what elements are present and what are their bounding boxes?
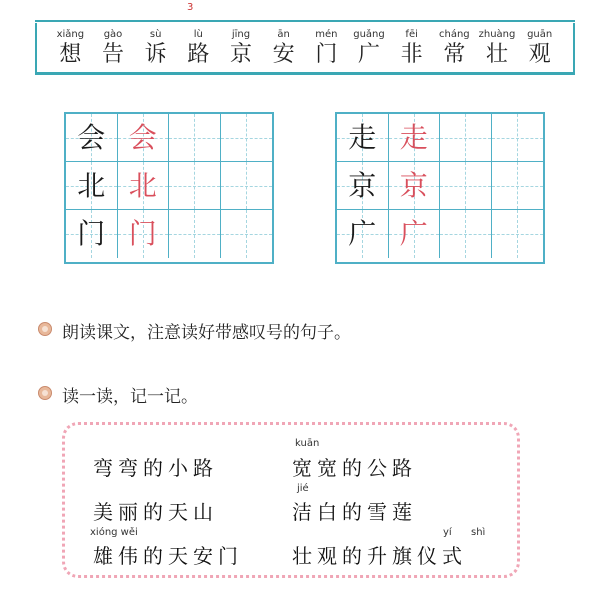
grid-guide xyxy=(246,162,247,209)
phrase-right-3: 壮观的升旗仪式 xyxy=(292,544,467,568)
vocab-item xyxy=(134,28,177,68)
phrase-right-2: 洁白的雪莲 xyxy=(292,500,417,524)
trace-character: 广 xyxy=(399,217,428,250)
vocab-item xyxy=(220,28,263,68)
model-character: 会 xyxy=(77,121,106,154)
trace-character: 会 xyxy=(128,121,157,154)
vocab-pinyin: zhuàng xyxy=(478,29,516,40)
grid-cell xyxy=(169,114,221,162)
grid-cell xyxy=(118,114,170,162)
writing-grid-left xyxy=(64,112,274,264)
trace-character: 走 xyxy=(399,121,428,154)
model-character: 走 xyxy=(348,121,377,154)
vocab-pinyin: ān xyxy=(277,29,290,40)
grid-cell xyxy=(337,210,389,258)
trace-character: 京 xyxy=(399,169,428,202)
vocab-item xyxy=(476,28,519,68)
grid-cell xyxy=(337,162,389,210)
grid-cell xyxy=(440,210,492,258)
trace-character: 北 xyxy=(128,169,157,202)
pinyin-annotation: kuān xyxy=(295,438,320,449)
vocab-pinyin: gào xyxy=(103,29,123,40)
grid-cell xyxy=(389,114,441,162)
bullet-icon xyxy=(38,322,52,336)
phrase-left-1: 弯弯的小路 xyxy=(93,456,218,480)
vocab-item xyxy=(92,28,135,68)
vocab-hanzi: 门 xyxy=(315,42,338,67)
bullet-icon xyxy=(38,386,52,400)
model-character: 北 xyxy=(77,169,106,202)
grid-cell xyxy=(492,162,544,210)
vocab-pinyin: mén xyxy=(315,29,338,40)
page-mark: 3 xyxy=(187,2,194,13)
phrase-right-1: 宽宽的公路 xyxy=(292,456,417,480)
grid-guide xyxy=(194,210,195,258)
vocab-item xyxy=(262,28,305,68)
vocab-hanzi: 京 xyxy=(229,42,252,67)
vocab-item xyxy=(348,28,391,68)
vocab-item xyxy=(518,28,561,68)
band-top-line xyxy=(35,20,575,22)
pinyin-annotation: xióng wěi xyxy=(90,527,138,538)
model-character: 门 xyxy=(77,217,106,250)
vocab-item xyxy=(390,28,433,68)
grid-cell xyxy=(221,114,273,162)
grid-cell xyxy=(66,210,118,258)
grid-guide xyxy=(465,210,466,258)
instruction-read-aloud: 朗读课文，注意读好带感叹号的句子。 xyxy=(62,323,351,343)
grid-guide xyxy=(465,114,466,161)
vocab-hanzi: 观 xyxy=(528,42,551,67)
vocab-pinyin: lù xyxy=(193,29,203,40)
vocab-pinyin: sù xyxy=(149,29,162,40)
vocab-hanzi: 想 xyxy=(59,42,82,67)
vocab-pinyin: guān xyxy=(527,29,553,40)
phrase-left-3: 雄伟的天安门 xyxy=(93,544,243,568)
vocabulary-band xyxy=(35,20,575,75)
grid-cell xyxy=(492,114,544,162)
vocab-item xyxy=(177,28,220,68)
grid-guide xyxy=(246,210,247,258)
vocab-item xyxy=(433,28,476,68)
band-divider xyxy=(573,23,575,72)
model-character: 广 xyxy=(348,217,377,250)
vocab-hanzi: 壮 xyxy=(485,42,508,67)
vocab-hanzi: 告 xyxy=(101,42,124,67)
grid-guide xyxy=(517,210,518,258)
vocab-hanzi: 常 xyxy=(443,42,466,67)
grid-guide xyxy=(194,114,195,161)
vocab-hanzi: 安 xyxy=(272,42,295,67)
grid-cell xyxy=(389,210,441,258)
vocab-hanzi: 路 xyxy=(187,42,210,67)
vocab-pinyin: guǎng xyxy=(353,29,385,40)
vocab-item xyxy=(49,28,92,68)
grid-cell xyxy=(118,162,170,210)
vocab-pinyin: cháng xyxy=(439,29,470,40)
grid-cell xyxy=(389,162,441,210)
vocab-hanzi: 诉 xyxy=(144,42,167,67)
grid-cell xyxy=(221,162,273,210)
grid-cell xyxy=(221,210,273,258)
model-character: 京 xyxy=(348,169,377,202)
grid-cell xyxy=(440,162,492,210)
vocab-hanzi: 非 xyxy=(400,42,423,67)
grid-guide xyxy=(246,114,247,161)
vocab-pinyin: xiǎng xyxy=(56,29,85,40)
grid-cell xyxy=(66,162,118,210)
vocab-item xyxy=(305,28,348,68)
grid-guide xyxy=(517,162,518,209)
phrase-left-2: 美丽的天山 xyxy=(93,500,218,524)
grid-cell xyxy=(66,114,118,162)
writing-grid-right xyxy=(335,112,545,264)
pinyin-annotation: jié xyxy=(297,483,309,494)
pinyin-annotation: yí xyxy=(443,527,452,538)
grid-cell xyxy=(337,114,389,162)
vocab-pinyin: jīng xyxy=(231,29,251,40)
grid-cell xyxy=(118,210,170,258)
grid-cell xyxy=(440,114,492,162)
grid-guide xyxy=(517,114,518,161)
band-divider xyxy=(35,23,37,72)
grid-guide xyxy=(194,162,195,209)
vocab-hanzi: 广 xyxy=(357,42,380,67)
grid-guide xyxy=(465,162,466,209)
pinyin-annotation: shì xyxy=(471,527,486,538)
trace-character: 门 xyxy=(128,217,157,250)
vocab-pinyin: fēi xyxy=(405,29,418,40)
grid-cell xyxy=(169,162,221,210)
grid-cell xyxy=(169,210,221,258)
instruction-read-remember: 读一读，记一记。 xyxy=(62,387,198,407)
grid-cell xyxy=(492,210,544,258)
